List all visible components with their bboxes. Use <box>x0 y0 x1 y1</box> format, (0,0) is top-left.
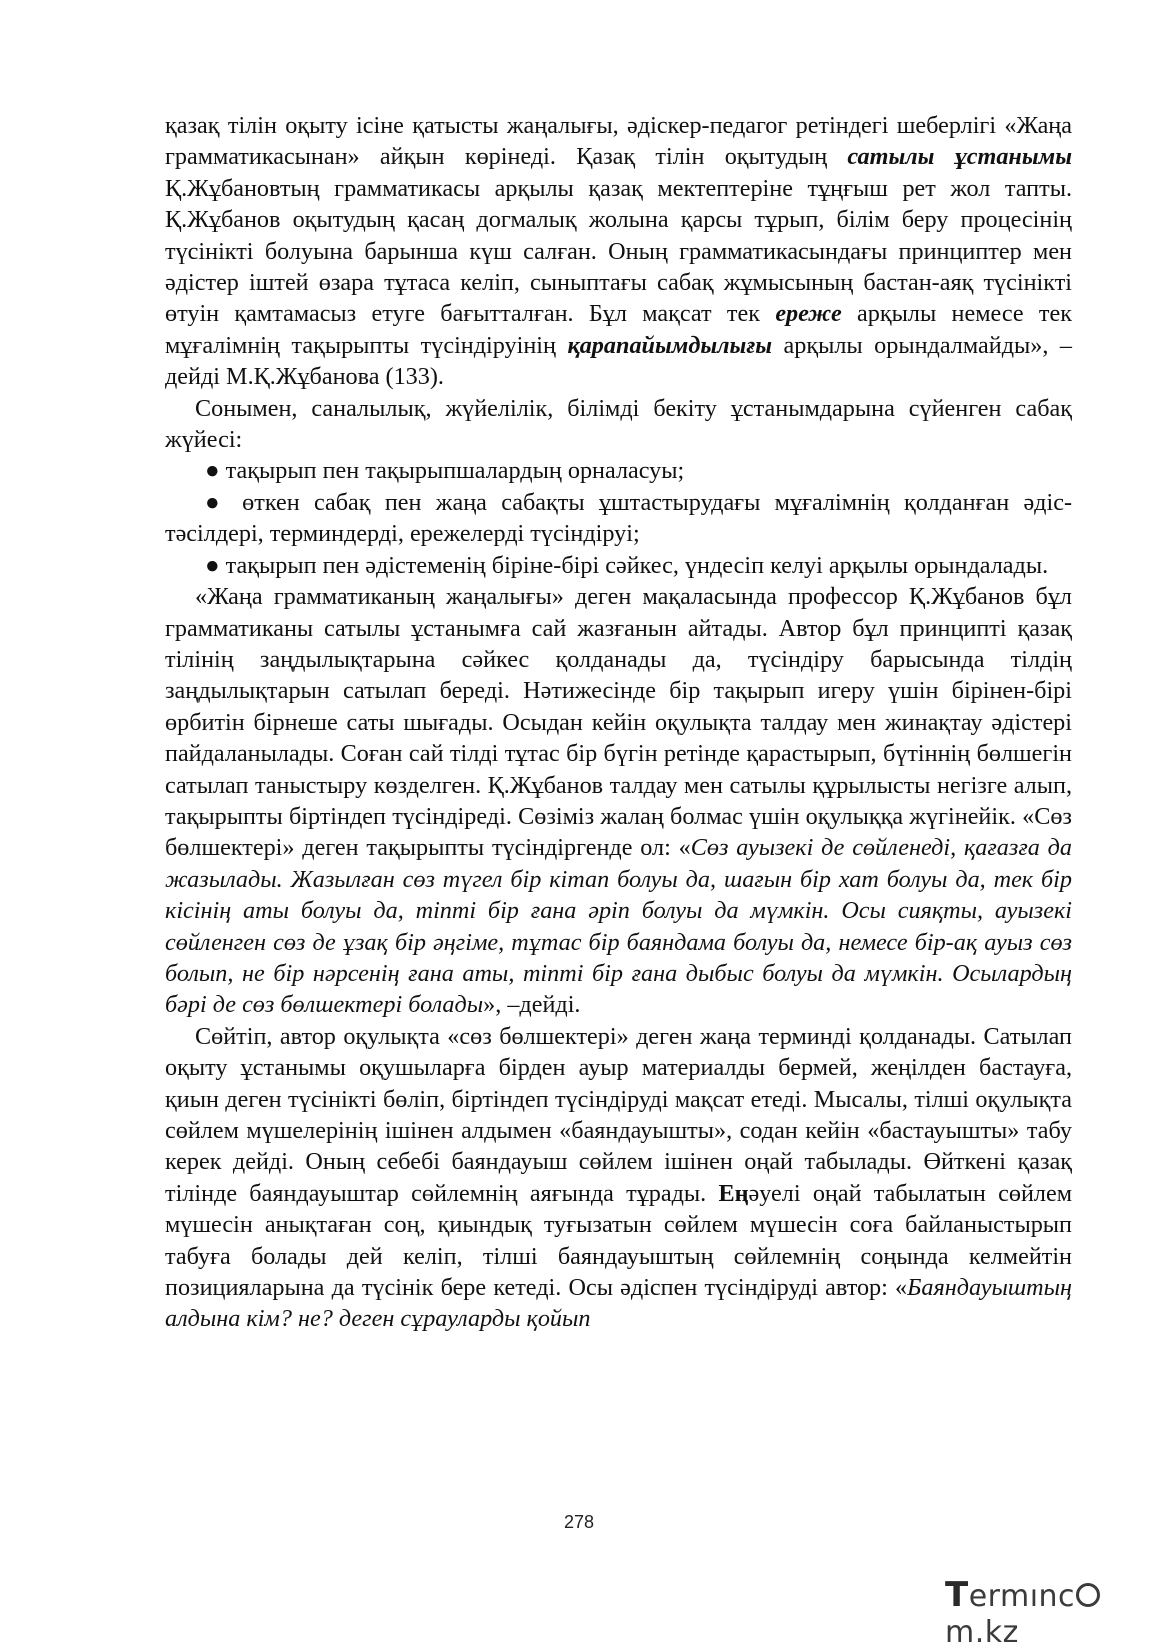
paragraph-2: Сонымен, саналылық, жүйелілік, білімді бекіту ұстанымдарына сүйенген сабақ жүйесі: <box>165 394 1072 454</box>
page-number: 278 <box>563 1512 595 1532</box>
quote-italic: Сөз ауызекі де сөйленеді, қағазға да жазылады. Жазылған сөз түгел бір кітап болуы да, шағын бір хат болуы да, тек бір кісінің аты болуы да, тіпті бір ғана әріп болуы да мүмкін. Осы сияқты, ауызекі сөйленген сөз де ұзақ бір әңгіме, тұтас бір баяндама болуы да, немесе бір-ақ ауыз сөз болып, не бір нәрсенің ғана аты, тіпті бір ғана дыбыс болуы да мүмкін. Осылардың бәрі де сөз бөлшектері болады <box>165 834 1072 1019</box>
page-body <box>165 110 1072 1335</box>
text-run: арқылы орындалмайды», – дейді М.Қ.Жұбанова (133). <box>165 331 1072 391</box>
text-run: арқылы немесе тек мұғалімнің тақырыпты түсіндіруінің <box>165 300 1072 359</box>
text-run: «Жаңа грамматиканың жаңалығы» деген мақаласында профессор Қ.Жұбанов бұл грамматиканы сатылы ұстанымға сай жазғанын айтады. Автор бұл принципті қазақ тілінің заңдылықтарына сәйкес қолданады да, түсіндіру барысында тілдің заңдылықтарын сатылап береді. Нәтижесінде бір тақырып игеру үшін бірінен-бірі өрбитін бірнеше саты шығады. Осыдан кейін оқулықта талдау мен жинақтау әдістері пайдаланылады. Соған сай тілді тұтас бір бүгін ретінде қарастырып, бүтіннің бөлшегін сатылап таныстыру көзделген. Қ.Жұбанов талдау мен сатылы құрылысты негізге алып, тақырыпты біртіндеп түсіндіреді. Сөзіміз жалаң болмас үшін оқулыққа жүгінейік. «Сөз бөлшектері» деген тақырыпты түсіндіргенде ол: « <box>165 583 1072 862</box>
paragraph-4 <box>165 1021 1072 1335</box>
watermark-text: ermınc <box>968 1579 1076 1614</box>
text-run: », –дейді. <box>483 991 581 1019</box>
text-run: Сөйтіп, автор оқулықта «сөз бөлшектері» деген жаңа терминді қолданады. Сатылап оқыту ұстанымы оқушыларға бірден ауыр материалды бермей, жеңілден бастауға, қиын деген түсінікті бөліп, біртіндеп түсіндіруді мақсат етеді. Мысалы, тілші оқулықта сөйлем мүшелерінің ішінен алдымен «баяндауышты», содан кейін «бастауышты» табу керек дейді. Оның себебі баяндауыш сөйлем ішінен оңай табылады. Өйткені қазақ тілінде баяндауыштар сөйлемнің аяғында тұрады. <box>165 1022 1072 1207</box>
bullet-item: ● тақырып пен әдістеменің біріне-бірі сәйкес, үндесіп келуі арқылы орындалады. <box>205 551 1049 579</box>
quote-italic: Баяндауыштың алдына кім? не? деген сұрауларды қойып <box>165 1274 1072 1333</box>
bullet-item: ● тақырып пен тақырыпшалардың орналасуы; <box>205 457 685 485</box>
watermark-ring-icon <box>1076 1583 1100 1607</box>
watermark-text: m.kz <box>945 1615 1019 1650</box>
paragraph-3 <box>165 581 1072 1021</box>
watermark-letter: T <box>945 1575 969 1615</box>
emphasis-term: қарапайымдылығы <box>567 331 773 359</box>
emphasis-term: сатылы ұстанымы <box>847 143 1072 171</box>
bold-run: Ең <box>718 1179 749 1207</box>
emphasis-term: ереже <box>775 300 842 328</box>
watermark-logo <box>945 1575 1158 1650</box>
text-run: қазақ тілін оқыту ісіне қатысты жаңалығы, әдіскер-педагог ретіндегі шеберлігі «Жаңа грамматикасынан» айқын көрінеді. Қазақ тілін оқытудың <box>165 112 1072 171</box>
text-run: Қ.Жұбановтың грамматикасы арқылы қазақ мектептеріне тұңғыш рет жол тапты. Қ.Жұбанов оқытудың қасаң догмалық жолына қарсы тұрып, білім беру процесінің түсінікті болуына барынша күш салған. Оның грамматикасындағы принциптер мен әдістер іштей өзара тұтаса келіп, сыныптағы сабақ жұмысының бастан-аяқ түсінікті өтуін қамтамасыз етуге бағытталған. Бұл мақсат тек <box>165 174 1072 328</box>
paragraph-1 <box>165 110 1072 393</box>
text-run: әуелі оңай табылатын сөйлем мүшесін анықтаған соң, қиындық туғызатын сөйлем мүшесін соға байланыстырып табуға болады дей келіп, тілші баяндауыштың сөйлемнің соңында келмейтін позицияларына да түсінік бере кетеді. Осы әдіспен түсіндіруді автор: « <box>165 1179 1073 1302</box>
bullet-item: ● өткен сабақ пен жаңа сабақты ұштастырудағы мұғалімнің қолданған әдіс-тәсілдері, терминдерді, ережелерді түсіндіруі; <box>165 488 1072 548</box>
